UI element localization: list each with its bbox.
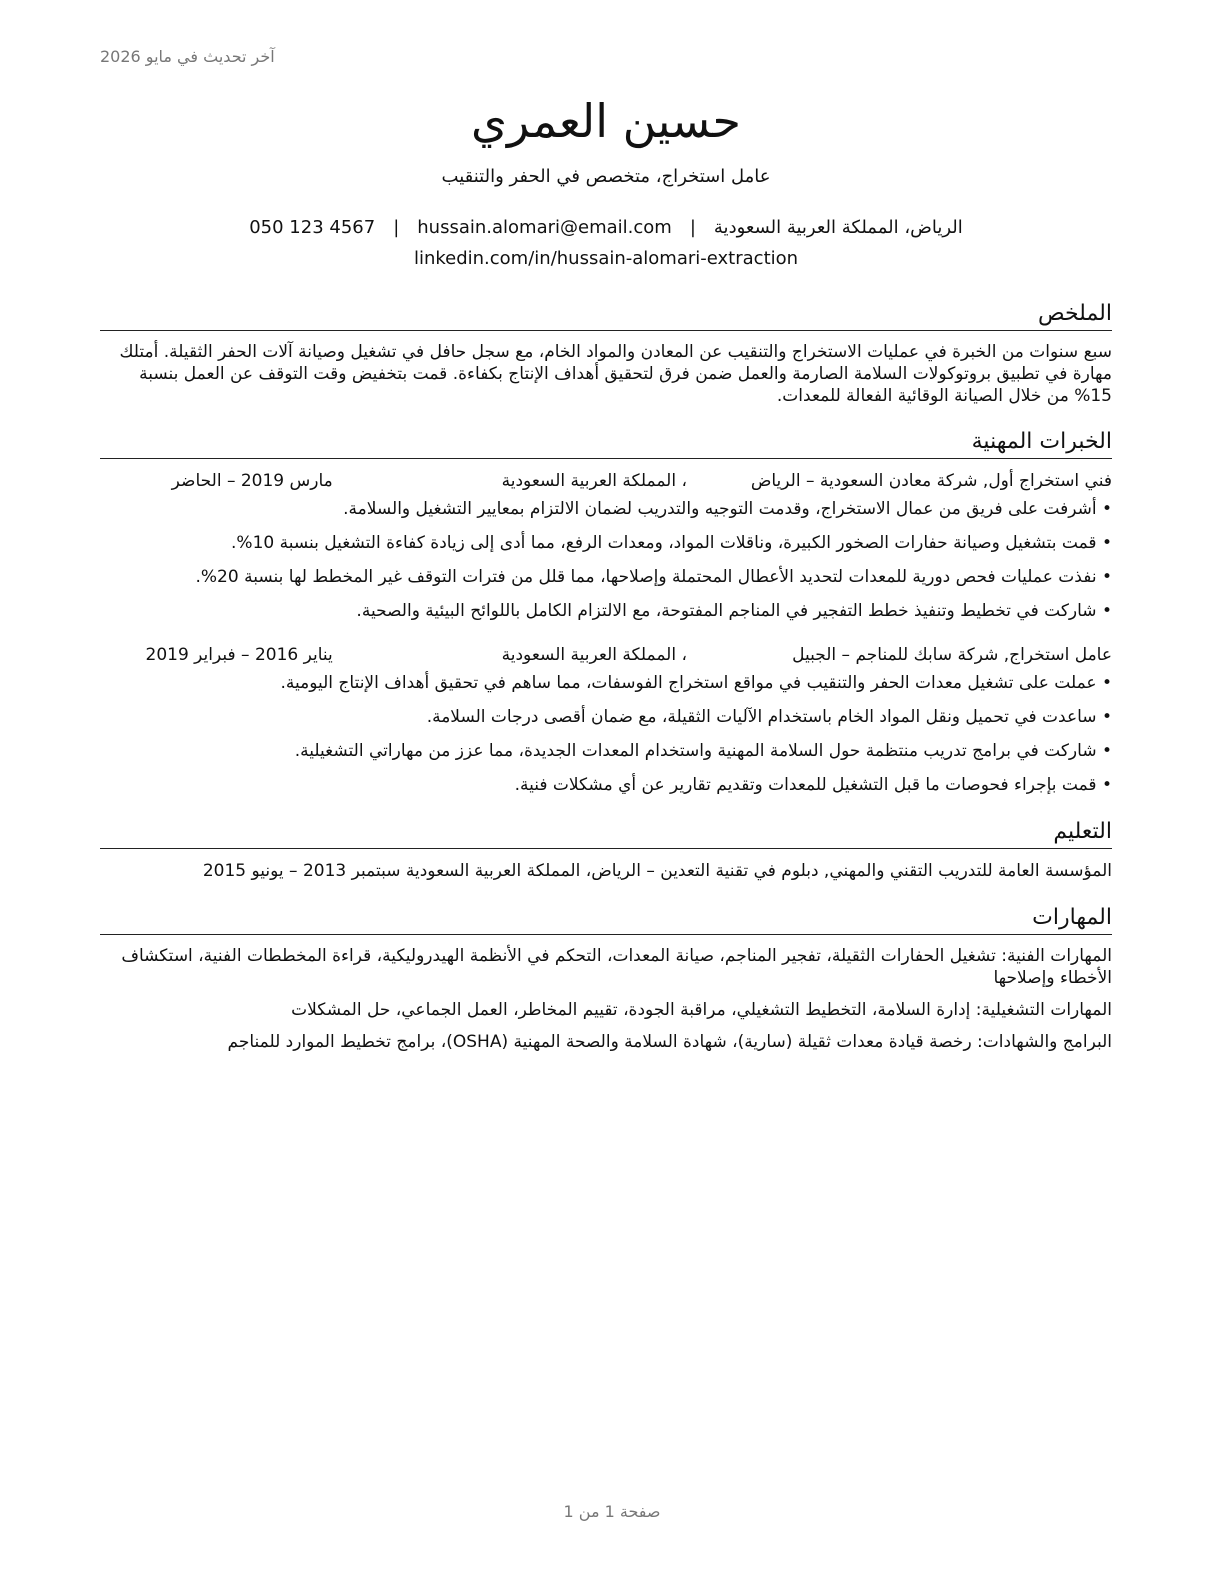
job-bullet: • شاركت في تخطيط وتنفيذ خطط التفجير في المناجم المفتوحة، مع الالتزام الكامل باللوائح البيئية والصحية. [100,599,1112,623]
experience-heading: الخبرات المهنية [100,427,1112,459]
job-header [100,643,1112,667]
contact-separator: | [393,217,400,238]
job-bullet: • شاركت في برامج تدريب منتظمة حول السلامة المهنية واستخدام المعدات الجديدة، مما عزز من مهاراتي التشغيلية. [100,739,1112,763]
job-bullet: • عملت على تشغيل معدات الحفر والتنقيب في مواقع استخراج الفوسفات، مما ساهم في تحقيق أهداف الإنتاج اليومية. [100,671,1112,695]
skill-line: المهارات التشغيلية: إدارة السلامة، التخطيط التشغيلي، مراقبة الجودة، تقييم المخاطر، العمل الجماعي، حل المشكلات [291,1000,1112,1020]
skill-line: المهارات الفنية: تشغيل الحفارات الثقيلة، تفجير المناجم، صيانة المعدات، التحكم في الأنظمة الهيدروليكية، قراءة المخططات الفنية، استكشاف الأخطاء وإصلاحها [121,946,1112,988]
job-bullets [100,671,1112,797]
education-entry: المؤسسة العامة للتدريب التقني والمهني, دبلوم في تقنية التعدين – الرياض، المملكة العربية السعودية سبتمبر 2013 – يونيو 2015 [202,861,1112,881]
linkedin-link[interactable]: linkedin.com/in/hussain-alomari-extraction [413,248,799,269]
job-header [100,469,1112,493]
job-entry [100,643,1112,797]
job-location: ، المملكة العربية السعودية [501,471,687,491]
contact-location: الرياض، المملكة العربية السعودية [713,217,963,238]
job-bullet: • نفذت عمليات فحص دورية للمعدات لتحديد الأعطال المحتملة وإصلاحها، مما قلل من فترات التوقف غير المخطط لها بنسبة 20%. [100,565,1112,589]
job-bullets [100,497,1112,623]
job-role: عامل استخراج, شركة سابك للمناجم – الجبيل [792,645,1112,665]
job-bullet: • أشرفت على فريق من عمال الاستخراج، وقدمت التوجيه والتدريب لضمان الالتزام بمعايير التشغيل والسلامة. [100,497,1112,521]
job-entry [100,469,1112,623]
job-bullet: • ساعدت في تحميل ونقل المواد الخام باستخدام الآليات الثقيلة، مع ضمان أقصى درجات السلامة. [100,705,1112,729]
contact-separator: | [689,217,696,238]
job-role: فني استخراج أول, شركة معادن السعودية – الرياض [750,471,1112,491]
job-bullet: • قمت بإجراء فحوصات ما قبل التشغيل للمعدات وتقديم تقارير عن أي مشكلات فنية. [100,773,1112,797]
job-dates: مارس 2019 – الحاضر [171,471,333,491]
job-bullet: • قمت بتشغيل وصيانة حفارات الصخور الكبيرة، وناقلات المواد، ومعدات الرفع، مما أدى إلى زيادة كفاءة التشغيل بنسبة 10%. [100,531,1112,555]
page-number: صفحة 1 من 1 [563,1502,661,1521]
candidate-name: حسين العمري [471,94,741,148]
job-location: ، المملكة العربية السعودية [501,645,687,665]
summary-text: سبع سنوات من الخبرة في عمليات الاستخراج والتنقيب عن المعادن والمواد الخام، مع سجل حافل في تشغيل وصيانة آلات الحفر الثقيلة. أمتلك مهارة في تطبيق بروتوكولات السلامة الصارمة والعمل ضمن فرق لتحقيق أهداف الإنتاج بكفاءة. قمت بتخفيض وقت التوقف عن العمل بنسبة 15% من خلال الصيانة الوقائية الفعالة للمعدات. [119,342,1112,406]
skill-line: البرامج والشهادات: رخصة قيادة معدات ثقيلة (سارية)، شهادة السلامة والصحة المهنية (OSHA)، برامج تخطيط الموارد للمناجم [227,1032,1112,1052]
job-dates: يناير 2016 – فبراير 2019 [145,645,333,665]
candidate-title: عامل استخراج، متخصص في الحفر والتنقيب [441,166,771,187]
last-updated-note: آخر تحديث في مايو 2026 [100,47,275,66]
summary-heading: الملخص [100,299,1112,331]
contact-email[interactable]: hussain.alomari@email.com [417,217,672,238]
skills-heading: المهارات [100,903,1112,935]
resume-page [100,92,1112,1063]
contact-line [100,217,1112,238]
education-heading: التعليم [100,817,1112,849]
contact-phone: 050 123 4567 [249,217,376,238]
